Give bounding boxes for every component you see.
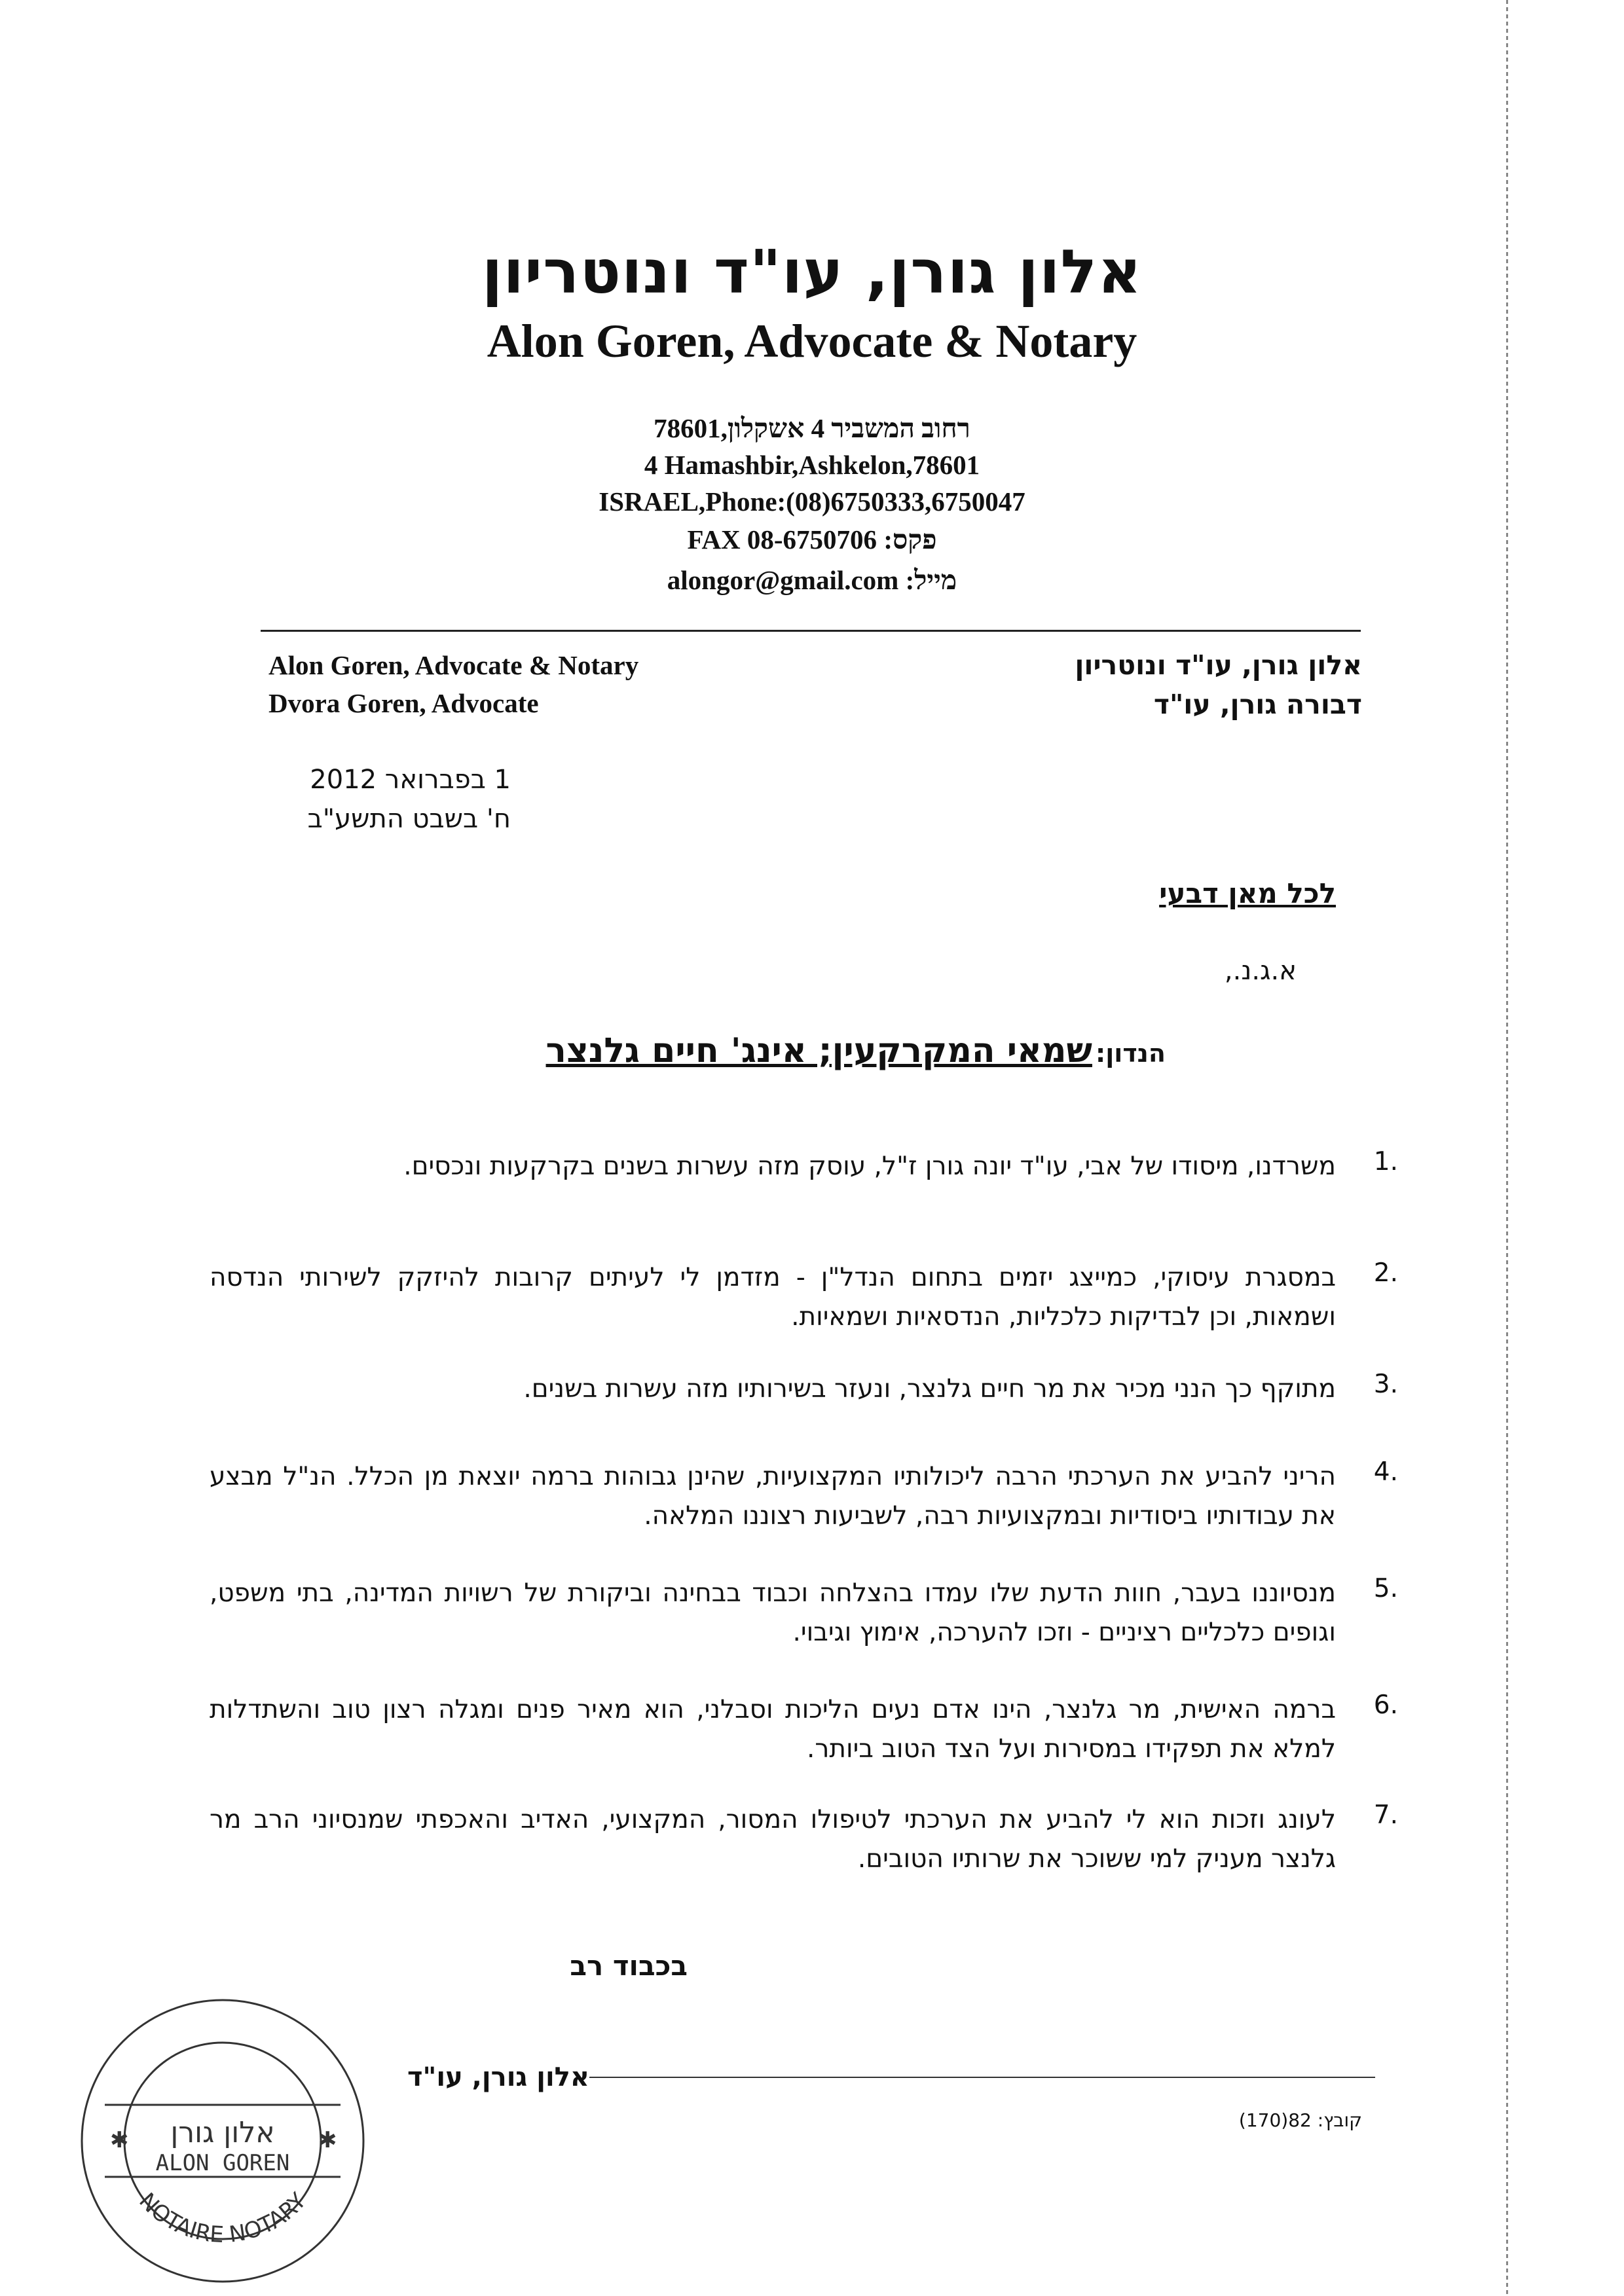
- subject-label: הנדון:: [1096, 1039, 1166, 1068]
- to-whom-it-may-concern: לכל מאן דבעי: [1159, 877, 1336, 909]
- stamp-bottom-text: NOTAIRE NOTARY: [134, 2187, 312, 2249]
- item-number: 1.: [1373, 1147, 1398, 1176]
- stamp-name-hebrew: אלון גורן: [170, 2116, 275, 2149]
- date-hebrew: ח' בשבט התשע"ב: [307, 804, 511, 834]
- item-number: 3.: [1373, 1370, 1398, 1399]
- item-number: 7.: [1373, 1800, 1398, 1830]
- fax-number: FAX 08-6750706: [687, 524, 877, 555]
- letterhead-title-hebrew: אלון גורן, עו"ד ונוטריון: [481, 237, 1143, 307]
- stamp-star-right-icon: ✱: [318, 2128, 337, 2153]
- file-number: 82(170): [1238, 2109, 1312, 2131]
- list-item: במסגרת עיסוקי, כמייצג יזמים בתחום הנדל"ן - מזדמן לי לעיתים קרובות להיזקק לשירותי הנדסה ושמאות, וכן לבדיקות כלכליות, הנדסאיות ושמאיות.: [210, 1263, 1336, 1332]
- list-item: מנסיוננו בעבר, חוות הדעת שלו עמדו בהצלחה וכבוד בבחינה וביקורת של רשויות המדינה, בתי משפט, וגופים כלכליים רציניים - וזכו להערכה, אימוץ וגיבוי.: [210, 1578, 1336, 1647]
- greeting: א.ג.נ.,: [1224, 956, 1297, 986]
- email-line: [0, 564, 1624, 596]
- subject-text: שמאי המקרקעין; אינג' חיים גלנצר: [545, 1031, 1092, 1070]
- signature-name: אלון גורן, עו"ד: [407, 2062, 589, 2092]
- signature-stroke: [589, 2077, 1375, 2078]
- stamp-star-left-icon: ✱: [110, 2128, 129, 2153]
- stamp-name-english: ALON GOREN: [155, 2150, 290, 2176]
- closing-regards: בכבוד רב: [570, 1950, 688, 1982]
- partner-hebrew-1: אלון גורן, עו"ד ונוטריון: [1075, 649, 1362, 681]
- item-number: 6.: [1373, 1690, 1398, 1720]
- date-gregorian: 1 בפברואר 2012: [310, 765, 511, 795]
- partner-hebrew-2: דבורה גורן, עו"ד: [1153, 689, 1362, 720]
- header-divider: [261, 630, 1361, 632]
- partner-english-2: Dvora Goren, Advocate: [268, 688, 539, 718]
- fax-label: פקס:: [883, 524, 937, 555]
- email-address: alongor@gmail.com: [667, 565, 899, 595]
- notary-stamp: [59, 1990, 399, 2291]
- item-number: 2.: [1373, 1258, 1398, 1288]
- list-item: מתוקף כך הנני מכיר את מר חיים גלנצר, ונעזר בשירותיו מזה עשרות בשנים.: [523, 1374, 1336, 1404]
- fax-line: [0, 524, 1624, 555]
- file-reference: [1239, 2109, 1362, 2131]
- item-number: 5.: [1373, 1574, 1398, 1603]
- list-item: הריני להביע את הערכתי הרבה ליכולותיו המקצועיות, שהינן גבוהות ברמה יוצאת מן הכלל. הנ"ל מבצע את עבודותיו ביסודיות ובמקצועיות רבה, לשביעות רצוננו המלאה.: [210, 1462, 1336, 1531]
- email-label: מייל:: [905, 565, 957, 595]
- subject-line: [546, 1031, 1166, 1070]
- file-label: קובץ:: [1317, 2109, 1362, 2131]
- list-item: לעונג וזכות הוא לי להביע את הערכתי לטיפולו המסור, המקצועי, האדיב והאכפתי שמנסיוני הרב מר גלנצר מעניק למי ששוכר את שרותיו הטובים.: [210, 1805, 1336, 1874]
- letterhead-title-english: Alon Goren, Advocate & Notary: [487, 315, 1137, 367]
- list-item: משרדנו, מיסודו של אבי, עו"ד יונה גורן ז"ל, עוסק מזה עשרות בשנים בקרקעות ונכסים.: [403, 1152, 1336, 1181]
- list-item: ברמה האישית, מר גלנצר, הינו אדם נעים הליכות וסבלני, הוא מאיר פנים ומגלה רצון טוב והשתדלות למלא את תפקידו במסירות ועל הצד הטוב ביותר.: [210, 1695, 1336, 1764]
- address-hebrew: רחוב המשביר 4 אשקלון,78601: [654, 413, 970, 443]
- address-english: 4 Hamashbir,Ashkelon,78601: [644, 450, 980, 480]
- partner-english-1: Alon Goren, Advocate & Notary: [268, 650, 639, 680]
- phone-line: ISRAEL,Phone:(08)6750333,6750047: [599, 486, 1025, 517]
- item-number: 4.: [1373, 1457, 1398, 1487]
